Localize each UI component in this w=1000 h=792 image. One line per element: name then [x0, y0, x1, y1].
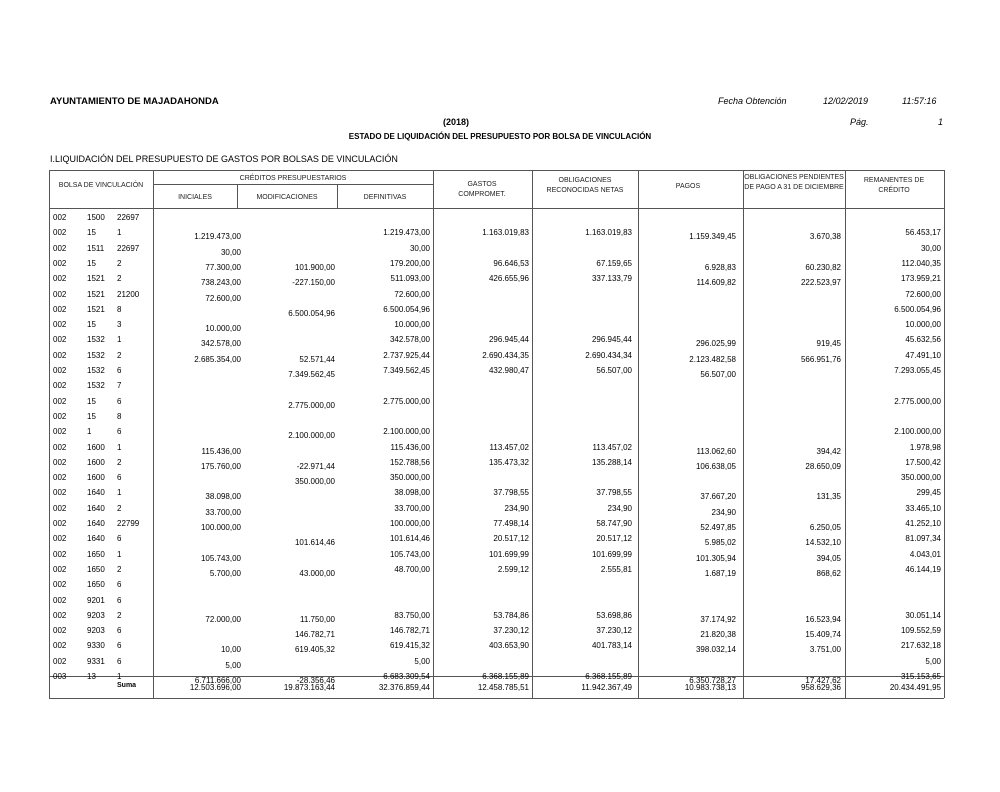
- cell-r30-c5: 6.683.309,54: [383, 672, 430, 681]
- cell-r1-c6: 1.163.019,83: [482, 228, 529, 238]
- cell-r29-c2: 6: [117, 656, 122, 666]
- cell-r6-c1: 1521: [87, 304, 105, 314]
- cell-r3-c10: 112.040,35: [901, 258, 941, 268]
- cell-r11-c0: 002: [53, 381, 67, 391]
- cell-r17-c10: 350.000,00: [900, 473, 941, 483]
- cell-r6-c2: 8: [117, 304, 122, 314]
- cell-r5-c5: 72.600,00: [394, 289, 430, 299]
- cell-r15-c3: 115.436,00: [201, 446, 241, 456]
- time-value: 11:57:16: [902, 96, 937, 106]
- cell-r18-c3: 38.098,00: [205, 492, 241, 502]
- cell-r30-c7: 6.368.155,89: [585, 672, 632, 681]
- cell-r10-c2: 6: [117, 366, 122, 375]
- cell-r12-c0: 002: [53, 396, 67, 406]
- cell-r8-c6: 296.945,44: [488, 335, 529, 345]
- cell-r4-c9: 222.523,97: [800, 278, 841, 288]
- cell-r26-c9: 16.523,94: [805, 614, 841, 624]
- cell-r7-c0: 002: [53, 320, 67, 330]
- cell-r7-c3: 10.000,00: [205, 324, 241, 334]
- cell-r14-c2: 6: [117, 427, 122, 437]
- cell-r15-c7: 113.457,02: [592, 442, 632, 452]
- cell-r14-c4: 2.100.000,00: [288, 431, 335, 441]
- cell-r6-c4: 6.500.054,96: [288, 308, 335, 318]
- date-value: 12/02/2019: [823, 96, 869, 106]
- cell-r18-c2: 1: [117, 488, 122, 498]
- cell-r26-c2: 2: [117, 610, 122, 620]
- report-subtitle: ESTADO DE LIQUIDACIÓN DEL PRESUPUESTO POR BOLSA DE VINCULACIÓN: [348, 132, 652, 141]
- cell-r15-c2: 1: [117, 442, 122, 452]
- table-vline: [337, 184, 338, 208]
- cell-r20-c5: 100.000,00: [389, 519, 430, 528]
- cell-r22-c0: 002: [53, 549, 67, 559]
- total-c8: 10.983.738,13: [684, 683, 736, 692]
- cell-r7-c5: 10.000,00: [394, 320, 430, 330]
- cell-r5-c0: 002: [53, 289, 67, 299]
- cell-r21-c9: 14.532,10: [805, 538, 841, 548]
- cell-r16-c2: 2: [117, 457, 122, 467]
- cell-r23-c4: 43.000,00: [299, 568, 335, 578]
- cell-r20-c10: 41.252,10: [905, 519, 941, 528]
- cell-r5-c2: 21200: [117, 289, 140, 299]
- cell-r16-c0: 002: [53, 457, 67, 467]
- table-hline: [153, 184, 433, 185]
- cell-r28-c8: 398.032,14: [695, 645, 736, 655]
- cell-r22-c7: 101.699,99: [591, 549, 632, 559]
- cell-r16-c9: 28.650,09: [805, 461, 841, 471]
- cell-r3-c3: 77.300,00: [205, 262, 241, 272]
- table-vline: [49, 170, 50, 698]
- header-gastos: GASTOS COMPROMET.: [458, 181, 506, 198]
- cell-r11-c1: 1532: [87, 381, 105, 391]
- cell-r4-c3: 738.243,00: [200, 278, 241, 288]
- cell-r28-c10: 217.632,18: [900, 641, 941, 651]
- cell-r27-c4: 146.782,71: [294, 630, 335, 640]
- cell-r10-c5: 7.349.562,45: [383, 366, 430, 375]
- total-c4: 19.873.163,44: [283, 683, 335, 692]
- cell-r18-c8: 37.667,20: [700, 492, 736, 502]
- total-c7: 11.942.367,49: [581, 683, 632, 692]
- cell-r22-c6: 101.699,99: [488, 549, 529, 559]
- cell-r21-c10: 81.097,34: [905, 534, 941, 544]
- cell-r26-c1: 9203: [87, 610, 105, 620]
- cell-r9-c8: 2.123.482,58: [689, 354, 736, 364]
- entity-title: AYUNTAMIENTO DE MAJADAHONDA: [50, 96, 219, 107]
- cell-r30-c2: 1: [117, 672, 122, 681]
- cell-r26-c3: 72.000,00: [205, 614, 241, 624]
- cell-r23-c1: 1650: [87, 564, 105, 574]
- cell-r24-c2: 6: [117, 580, 122, 590]
- cell-r1-c10: 56.453,17: [905, 228, 941, 238]
- cell-r19-c7: 234,90: [607, 503, 632, 513]
- cell-r28-c7: 401.783,14: [591, 641, 632, 651]
- cell-r15-c8: 113.062,60: [696, 446, 736, 456]
- table-hline: [49, 698, 944, 699]
- cell-r19-c10: 33.465,10: [905, 503, 941, 513]
- cell-r20-c1: 1640: [87, 519, 105, 528]
- cell-r5-c10: 72.600,00: [905, 289, 941, 299]
- total-c10: 20.434.491,95: [889, 683, 941, 692]
- cell-r3-c0: 002: [53, 258, 67, 268]
- cell-r10-c8: 56.507,00: [700, 370, 736, 379]
- cell-r17-c1: 1600: [87, 473, 105, 483]
- cell-r0-c0: 002: [53, 213, 67, 222]
- cell-r20-c3: 100.000,00: [200, 523, 241, 532]
- cell-r9-c7: 2.690.434,34: [585, 350, 632, 360]
- cell-r4-c0: 002: [53, 274, 67, 284]
- header-definitivas: DEFINITIVAS: [363, 194, 407, 201]
- cell-r15-c5: 115.436,00: [390, 442, 430, 452]
- table-hline: [49, 170, 944, 171]
- cell-r29-c1: 9331: [87, 656, 105, 666]
- cell-r20-c8: 52.497,85: [700, 523, 736, 532]
- cell-r22-c8: 101.305,94: [695, 553, 736, 563]
- cell-r12-c2: 6: [117, 396, 122, 406]
- cell-r26-c6: 53.784,86: [493, 610, 529, 620]
- cell-r16-c8: 106.638,05: [695, 461, 736, 471]
- cell-r13-c1: 15: [87, 411, 96, 421]
- cell-r27-c5: 146.782,71: [389, 626, 430, 636]
- cell-r16-c10: 17.500,42: [905, 457, 941, 467]
- cell-r28-c4: 619.405,32: [294, 645, 335, 655]
- header-modificaciones: MODIFICACIONES: [256, 194, 318, 201]
- cell-r9-c0: 002: [53, 350, 67, 360]
- cell-r23-c7: 2.555,81: [600, 564, 632, 574]
- cell-r4-c4: -227.150,00: [292, 278, 335, 288]
- cell-r9-c9: 566.951,76: [800, 354, 841, 364]
- cell-r9-c2: 2: [117, 350, 122, 360]
- table-hline: [49, 208, 944, 209]
- cell-r28-c0: 002: [53, 641, 67, 651]
- cell-r1-c7: 1.163.019,83: [585, 228, 632, 238]
- cell-r19-c8: 234,90: [711, 507, 736, 517]
- cell-r1-c1: 15: [87, 228, 96, 238]
- cell-r8-c1: 1532: [87, 335, 105, 345]
- cell-r18-c7: 37.798,55: [596, 488, 632, 498]
- cell-r12-c5: 2.775.000,00: [383, 396, 430, 406]
- cell-r5-c1: 1521: [87, 289, 105, 299]
- cell-r22-c10: 4.043,01: [909, 549, 941, 559]
- cell-r8-c7: 296.945,44: [591, 335, 632, 345]
- cell-r8-c2: 1: [117, 335, 122, 345]
- cell-r29-c10: 5,00: [925, 656, 941, 666]
- cell-r30-c4: -28.356,46: [296, 676, 335, 685]
- cell-r20-c2: 22799: [117, 519, 140, 528]
- cell-r27-c8: 21.820,38: [700, 630, 736, 640]
- cell-r29-c0: 002: [53, 656, 67, 666]
- total-c5: 32.376.859,44: [378, 683, 430, 692]
- cell-r21-c6: 20.517,12: [493, 534, 529, 544]
- cell-r23-c6: 2.599,12: [497, 564, 529, 574]
- cell-r11-c2: 7: [117, 381, 122, 391]
- cell-r20-c7: 58.747,90: [596, 519, 632, 528]
- cell-r28-c1: 9330: [87, 641, 105, 651]
- cell-r13-c0: 002: [53, 411, 67, 421]
- cell-r19-c1: 1640: [87, 503, 105, 513]
- cell-r21-c7: 20.517,12: [596, 534, 632, 544]
- total-c3: 12.503.696,00: [189, 683, 241, 692]
- cell-r25-c2: 6: [117, 595, 122, 605]
- cell-r4-c8: 114.609,82: [696, 278, 736, 288]
- cell-r8-c3: 342.578,00: [200, 339, 241, 349]
- cell-r30-c9: 17.427,62: [805, 676, 841, 685]
- fiscal-year: (2018): [443, 117, 470, 127]
- cell-r14-c5: 2.100.000,00: [383, 427, 430, 437]
- cell-r26-c5: 83.750,00: [394, 610, 430, 620]
- cell-r12-c1: 15: [87, 396, 96, 406]
- cell-r2-c5: 30,00: [409, 243, 430, 253]
- cell-r8-c10: 45.632,56: [905, 335, 941, 345]
- cell-r26-c0: 002: [53, 610, 67, 620]
- cell-r3-c9: 60.230,82: [805, 262, 841, 272]
- cell-r23-c5: 48.700,00: [394, 564, 430, 574]
- cell-r28-c6: 403.653,90: [488, 641, 529, 651]
- cell-r14-c0: 002: [53, 427, 67, 437]
- cell-r0-c1: 1500: [87, 213, 105, 222]
- cell-r2-c3: 30,00: [220, 247, 241, 257]
- cell-r2-c10: 30,00: [920, 243, 941, 253]
- page-number: 1: [938, 117, 944, 127]
- cell-r10-c6: 432.980,47: [488, 366, 529, 375]
- cell-r8-c9: 919,45: [816, 339, 841, 349]
- header-iniciales: INICIALES: [178, 194, 212, 201]
- cell-r18-c5: 38.098,00: [394, 488, 430, 498]
- cell-r27-c9: 15.409,74: [805, 630, 841, 640]
- cell-r3-c4: 101.900,00: [294, 262, 335, 272]
- total-c6: 12.458.785,51: [477, 683, 529, 692]
- cell-r18-c10: 299,45: [916, 488, 941, 498]
- section-title: I.LIQUIDACIÓN DEL PRESUPUESTO DE GASTOS POR BOLSAS DE VINCULACIÓN: [50, 154, 398, 164]
- cell-r30-c10: 315.153,65: [900, 672, 941, 681]
- cell-r15-c6: 113.457,02: [489, 442, 529, 452]
- cell-r18-c9: 131,35: [816, 492, 841, 502]
- cell-r16-c5: 152.788,56: [389, 457, 430, 467]
- cell-r21-c5: 101.614,46: [389, 534, 430, 544]
- cell-r18-c6: 37.798,55: [493, 488, 529, 498]
- cell-r26-c10: 30.051,14: [905, 610, 941, 620]
- cell-r20-c9: 6.250,05: [809, 523, 841, 532]
- cell-r30-c6: 6.368.155,89: [482, 672, 529, 681]
- cell-r16-c4: -22.971,44: [296, 461, 335, 471]
- cell-r9-c5: 2.737.925,44: [383, 350, 430, 360]
- cell-r25-c0: 002: [53, 595, 67, 605]
- cell-r27-c2: 6: [117, 626, 122, 636]
- header-creditos: CRÉDITOS PRESUPUESTARIOS: [239, 175, 347, 182]
- cell-r24-c1: 1650: [87, 580, 105, 590]
- cell-r10-c0: 002: [53, 366, 67, 375]
- cell-r3-c8: 6.928,83: [704, 262, 736, 272]
- cell-r18-c0: 002: [53, 488, 67, 498]
- cell-r19-c0: 002: [53, 503, 67, 513]
- cell-r28-c3: 10,00: [220, 645, 241, 655]
- cell-r1-c0: 002: [53, 228, 67, 238]
- cell-r28-c9: 3.751,00: [809, 645, 841, 655]
- cell-r1-c9: 3.670,38: [809, 232, 841, 242]
- cell-r17-c5: 350.000,00: [389, 473, 430, 483]
- cell-r8-c5: 342.578,00: [389, 335, 430, 345]
- cell-r21-c8: 5.985,02: [704, 538, 736, 548]
- cell-r19-c6: 234,90: [504, 503, 529, 513]
- cell-r23-c3: 5.700,00: [209, 568, 241, 578]
- cell-r15-c0: 002: [53, 442, 67, 452]
- cell-r1-c8: 1.159.349,45: [689, 232, 736, 242]
- cell-r4-c1: 1521: [87, 274, 105, 284]
- cell-r18-c1: 1640: [87, 488, 105, 498]
- cell-r22-c9: 394,05: [816, 553, 841, 563]
- cell-r23-c2: 2: [117, 564, 122, 574]
- cell-r3-c7: 67.159,65: [596, 258, 632, 268]
- cell-r2-c0: 002: [53, 243, 67, 253]
- cell-r15-c9: 394,42: [816, 446, 841, 456]
- cell-r4-c5: 511.093,00: [390, 274, 430, 284]
- cell-r20-c0: 002: [53, 519, 67, 528]
- cell-r29-c3: 5,00: [225, 660, 241, 670]
- cell-r16-c1: 1600: [87, 457, 105, 467]
- cell-r22-c3: 105.743,00: [200, 553, 241, 563]
- cell-r22-c1: 1650: [87, 549, 105, 559]
- cell-r10-c4: 7.349.562,45: [288, 370, 335, 379]
- cell-r4-c2: 2: [117, 274, 122, 284]
- cell-r1-c2: 1: [117, 228, 122, 238]
- cell-r22-c2: 1: [117, 549, 122, 559]
- cell-r27-c6: 37.230,12: [493, 626, 529, 636]
- cell-r25-c1: 9201: [87, 595, 105, 605]
- cell-r19-c5: 33.700,00: [394, 503, 430, 513]
- totals-label: Suma: [117, 682, 137, 689]
- cell-r30-c0: 003: [53, 672, 67, 681]
- cell-r20-c6: 77.498,14: [493, 519, 529, 528]
- cell-r17-c2: 6: [117, 473, 122, 483]
- budget-table: [49, 170, 944, 698]
- cell-r7-c10: 10.000,00: [905, 320, 941, 330]
- cell-r23-c10: 46.144,19: [905, 564, 941, 574]
- cell-r28-c5: 619.415,32: [389, 641, 430, 651]
- cell-r23-c8: 1.687,19: [704, 568, 736, 578]
- cell-r7-c2: 3: [117, 320, 122, 330]
- cell-r27-c1: 9203: [87, 626, 105, 636]
- cell-r3-c2: 2: [117, 258, 122, 268]
- cell-r16-c7: 135.288,14: [591, 457, 632, 467]
- cell-r0-c2: 22697: [117, 213, 140, 222]
- cell-r1-c3: 1.219.473,00: [194, 232, 241, 242]
- cell-r4-c6: 426.655,96: [488, 274, 529, 284]
- cell-r10-c10: 7.293.055,45: [894, 366, 941, 375]
- cell-r21-c0: 002: [53, 534, 67, 544]
- header-pagos: PAGOS: [675, 183, 701, 190]
- cell-r12-c10: 2.775.000,00: [894, 396, 941, 406]
- cell-r23-c9: 868,62: [816, 568, 841, 578]
- cell-r26-c4: 11.750,00: [300, 614, 335, 624]
- cell-r30-c1: 13: [87, 672, 96, 681]
- header-obligaciones: OBLIGACIONES RECONOCIDAS NETAS: [546, 177, 624, 194]
- cell-r19-c2: 2: [117, 503, 122, 513]
- cell-r24-c0: 002: [53, 580, 67, 590]
- cell-r9-c4: 52.571,44: [299, 354, 335, 364]
- cell-r14-c10: 2.100.000,00: [894, 427, 941, 437]
- cell-r5-c3: 72.600,00: [205, 293, 241, 303]
- cell-r12-c4: 2.775.000,00: [288, 400, 335, 410]
- cell-r16-c6: 135.473,32: [488, 457, 529, 467]
- cell-r10-c7: 56.507,00: [596, 366, 632, 375]
- cell-r2-c2: 22697: [117, 243, 140, 253]
- cell-r9-c1: 1532: [87, 350, 105, 360]
- cell-r21-c2: 6: [117, 534, 122, 544]
- cell-r9-c10: 47.491,10: [905, 350, 941, 360]
- table-vline: [944, 170, 945, 698]
- total-c9: 958.629,36: [800, 683, 841, 692]
- cell-r6-c5: 6.500.054,96: [383, 304, 430, 314]
- cell-r3-c5: 179.200,00: [389, 258, 430, 268]
- cell-r3-c6: 96.646,53: [493, 258, 529, 268]
- cell-r27-c0: 002: [53, 626, 67, 636]
- cell-r1-c5: 1.219.473,00: [383, 228, 430, 238]
- header-pendientes: OBLIGACIONES PENDIENTES DE PAGO A 31 DE DICIEMBRE: [744, 174, 844, 191]
- cell-r26-c7: 53.698,86: [596, 610, 632, 620]
- cell-r4-c10: 173.959,21: [900, 274, 941, 284]
- cell-r26-c8: 37.174,92: [700, 614, 736, 624]
- cell-r6-c0: 002: [53, 304, 67, 314]
- table-vline: [237, 184, 238, 208]
- cell-r9-c6: 2.690.434,35: [482, 350, 529, 360]
- cell-r22-c5: 105.743,00: [389, 549, 430, 559]
- cell-r8-c0: 002: [53, 335, 67, 345]
- cell-r9-c3: 2.685.354,00: [194, 354, 241, 364]
- cell-r3-c1: 15: [87, 258, 96, 268]
- cell-r8-c8: 296.025,99: [695, 339, 736, 349]
- cell-r15-c1: 1600: [87, 442, 105, 452]
- cell-r10-c1: 1532: [87, 366, 105, 375]
- header-bolsa: BOLSA DE VINCULACIÓN: [58, 182, 144, 189]
- cell-r23-c0: 002: [53, 564, 67, 574]
- cell-r2-c1: 1511: [87, 243, 105, 253]
- cell-r13-c2: 8: [117, 411, 122, 421]
- cell-r15-c10: 1.978,98: [909, 442, 941, 452]
- cell-r16-c3: 175.760,00: [200, 461, 241, 471]
- cell-r17-c0: 002: [53, 473, 67, 483]
- cell-r7-c1: 15: [87, 320, 96, 330]
- cell-r30-c3: 6.711.666,00: [194, 676, 241, 685]
- cell-r27-c10: 109.552,59: [900, 626, 941, 636]
- page-label: Pág.: [850, 117, 869, 127]
- cell-r28-c2: 6: [117, 641, 122, 651]
- cell-r19-c3: 33.700,00: [205, 507, 241, 517]
- cell-r30-c8: 6.350.728,27: [689, 676, 736, 685]
- cell-r27-c7: 37.230,12: [596, 626, 632, 636]
- cell-r29-c5: 5,00: [414, 656, 430, 666]
- cell-r21-c1: 1640: [87, 534, 105, 544]
- cell-r14-c1: 1: [87, 427, 92, 437]
- cell-r21-c4: 101.614,46: [294, 538, 335, 548]
- cell-r17-c4: 350.000,00: [294, 477, 335, 487]
- header-remanentes: REMANENTES DE CRÉDITO: [863, 177, 925, 194]
- date-label: Fecha Obtención: [718, 96, 787, 106]
- cell-r4-c7: 337.133,79: [591, 274, 632, 284]
- cell-r6-c10: 6.500.054,96: [894, 304, 941, 314]
